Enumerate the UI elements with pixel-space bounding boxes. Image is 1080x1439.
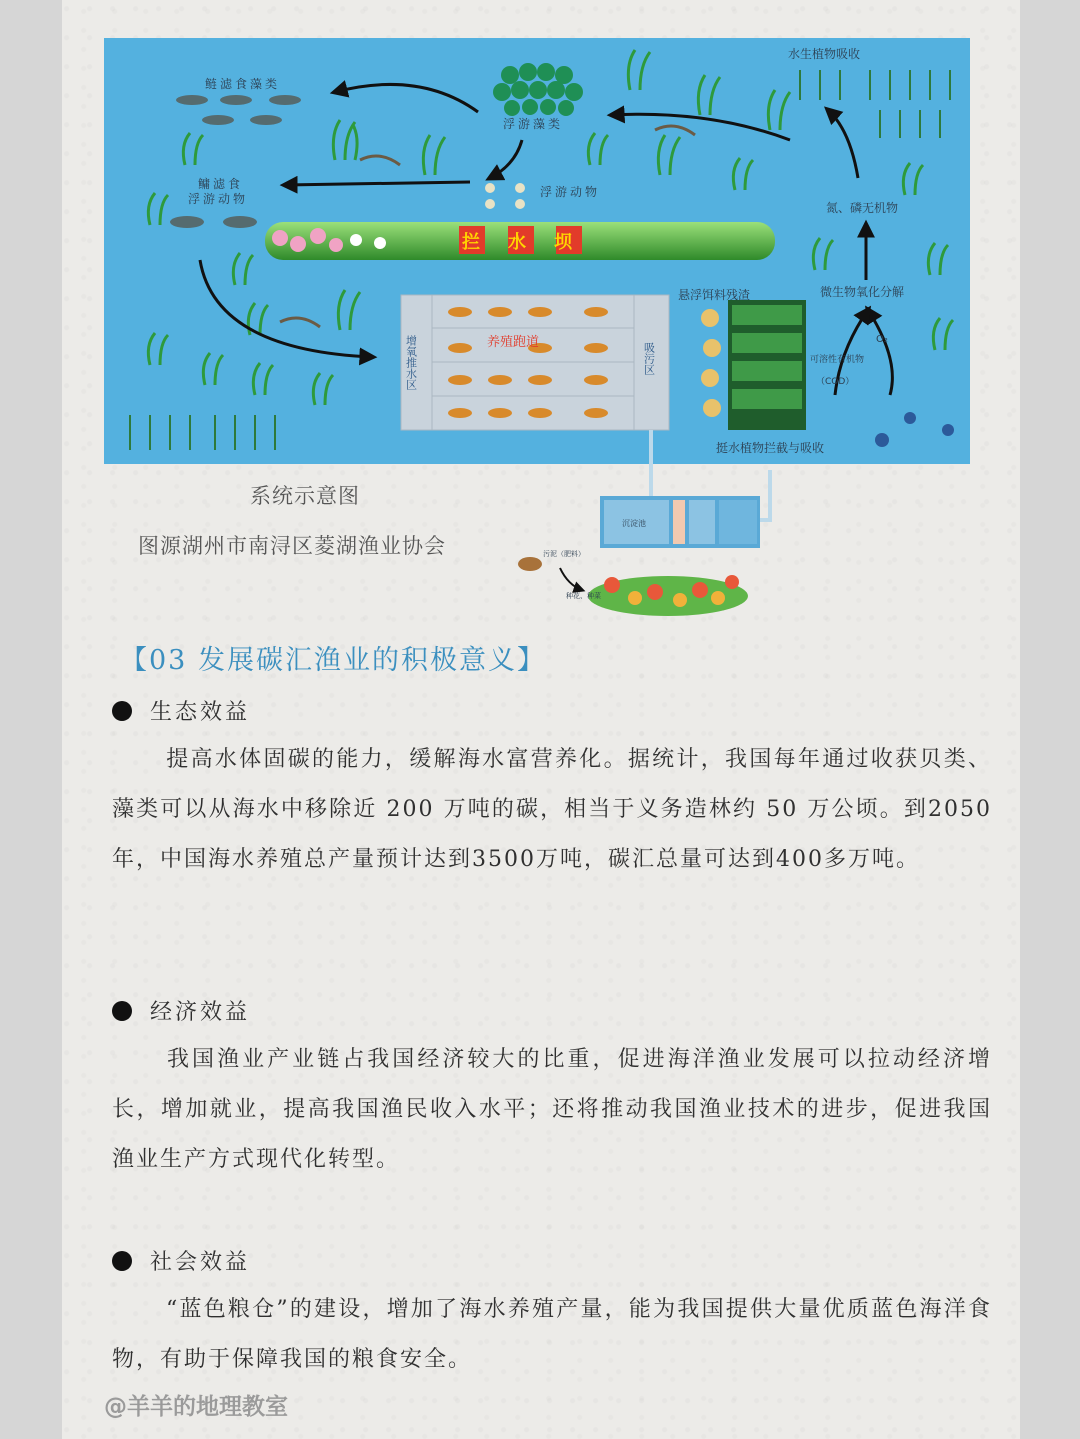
benefit-text-social: [112, 1285, 992, 1385]
bullet-icon: [112, 1251, 132, 1271]
bighead-label: 鳙滤食: [198, 177, 244, 191]
benefit-text: 提高水体固碳的能力，缓解海水富营养化。据统计，我国每年通过收获贝类、藻类可以从海水中移除近 200 万吨的碳，相当于义务造林约 50 万公顷。到2050年，中国海水养殖总产量预计达到3500万吨，碳汇总量可达到400多万吨。: [112, 747, 992, 872]
benefit-text: “蓝色粮仓”的建设，增加了海水养殖产量，能为我国提供大量优质蓝色海洋食物，有助于保障我国的粮食安全。: [112, 1297, 992, 1372]
settle-tank-label: 沉淀池: [622, 519, 646, 528]
benefit-heading-label: 经济效益: [150, 1000, 251, 1025]
bullet-icon: [112, 1001, 132, 1021]
section-title: 【03 发展碳汇渔业的积极意义】: [120, 645, 546, 676]
dam-label: 拦水坝: [462, 232, 600, 253]
benefit-heading-economic: [112, 995, 250, 1026]
benefit-text-economic: [112, 1035, 992, 1185]
benefit-heading-ecological: [112, 695, 250, 726]
emergent-label: 挺水植物拦截与吸收: [716, 441, 825, 455]
zooplankton-label: 浮游动物: [540, 185, 601, 199]
o2-label: O₂: [876, 334, 888, 345]
diagram-caption-source: 图源湖州市南浔区菱湖渔业协会: [138, 534, 446, 558]
silver-carp-label: 鲢滤食藻类: [205, 77, 281, 91]
benefit-text: 我国渔业产业链占我国经济较大的比重，促进海洋渔业发展可以拉动经济增长，增加就业，提高我国渔民收入水平；还将推动我国渔业技术的进步，促进我国渔业生产方式现代化转型。: [112, 1047, 992, 1172]
phytoplankton-label: 浮游藻类: [503, 117, 564, 131]
microbe-label: 微生物氧化分解: [820, 285, 905, 299]
benefit-heading-social: [112, 1245, 250, 1276]
n-p-label: 氮、磷无机物: [826, 201, 899, 215]
flower-bed: [518, 557, 748, 616]
benefit-text-ecological: [112, 735, 992, 885]
watermark: @羊羊的地理教室: [104, 1394, 288, 1420]
bullet-icon: [112, 701, 132, 721]
feed-label: 悬浮饵料残渣: [678, 288, 751, 302]
aeration-zone-label: 增氧推水区: [404, 335, 418, 390]
waste-zone-label: 吸污区: [642, 342, 656, 375]
raceway-label: 养殖跑道: [487, 335, 540, 350]
cod-label: 可溶性有机物: [810, 355, 865, 365]
aquatic-plants-label: 水生植物吸收: [788, 47, 861, 61]
diagram-caption-title: 系统示意图: [250, 484, 360, 508]
bighead-label-2: 浮游动物: [188, 192, 249, 206]
sludge-label: 污泥（肥料）: [543, 550, 585, 558]
cod-label-2: （COD）: [816, 377, 855, 387]
reuse-label: 种花、种菜: [566, 592, 601, 600]
benefit-heading-label: 社会效益: [150, 1250, 251, 1275]
benefit-heading-label: 生态效益: [150, 700, 251, 725]
